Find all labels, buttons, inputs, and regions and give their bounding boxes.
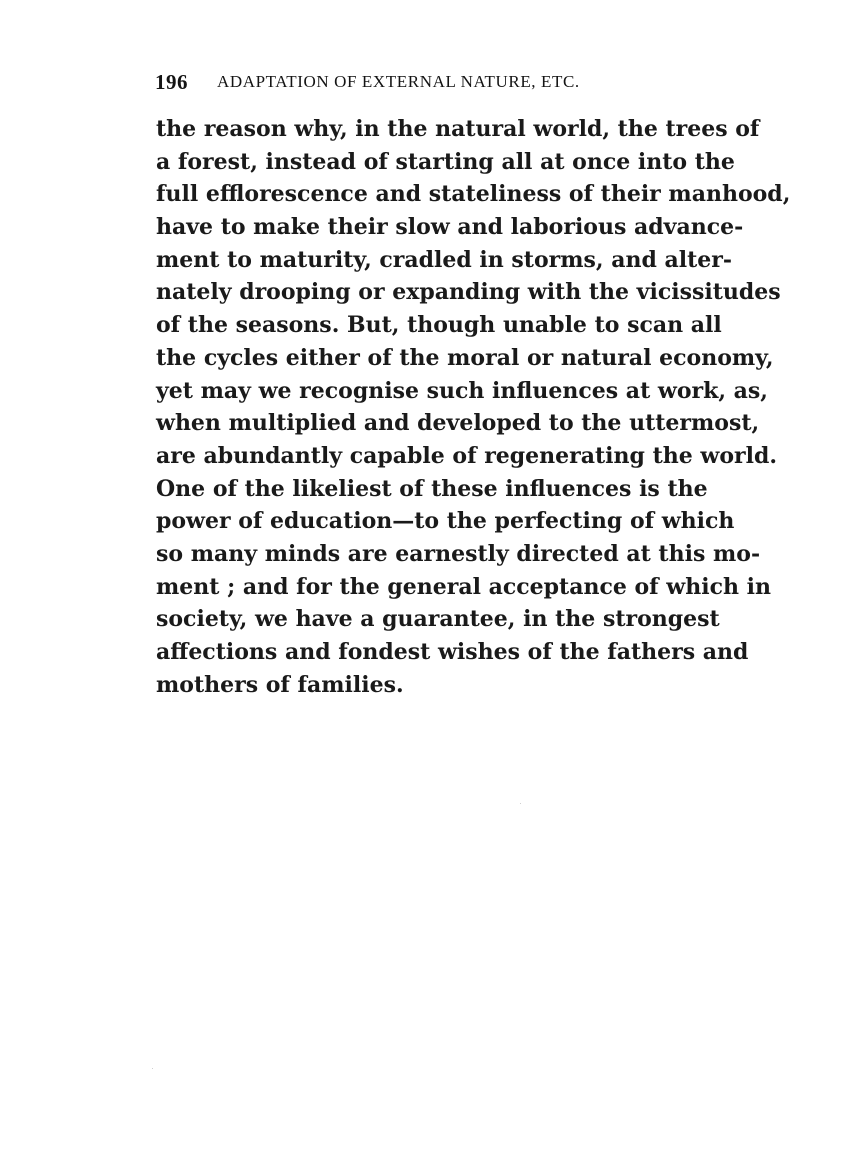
text-line: yet may we recognise such influences at work, as, [156, 377, 768, 404]
text-line: full efflorescence and stateliness of their manhood, [156, 181, 791, 208]
text-line: nately drooping or expanding with the vicissitudes [156, 279, 781, 306]
text-line: have to make their slow and laborious advance- [156, 214, 744, 241]
text-line: society, we have a guarantee, in the strongest [156, 606, 720, 633]
text-line: are abundantly capable of regenerating the world. [156, 442, 777, 469]
text-line: ment ; and for the general acceptance of which in [156, 573, 771, 600]
text-line: when multiplied and developed to the uttermost, [156, 410, 760, 437]
text-line: One of the likeliest of these influences is the [156, 475, 708, 502]
text-line: power of education—to the perfecting of which [156, 508, 735, 535]
running-title: ADAPTATION OF EXTERNAL NATURE, ETC. [217, 72, 580, 91]
text-line: a forest, instead of starting all at once into the [156, 148, 735, 175]
paper-speck [520, 803, 521, 804]
text-line: so many minds are earnestly directed at this mo- [156, 540, 761, 567]
text-line: affections and fondest wishes of the fathers and [156, 639, 749, 665]
text-line: the reason why, in the natural world, the trees of [156, 116, 760, 142]
page-number: 196 [155, 70, 188, 94]
paper-speck [152, 1068, 153, 1069]
body-paragraph [156, 113, 791, 701]
text-line-last: mothers of families. [156, 671, 404, 698]
text-line: of the seasons. But, though unable to scan all [156, 312, 722, 339]
text-line: the cycles either of the moral or natural economy, [156, 344, 774, 371]
running-head [155, 70, 700, 100]
text-line: ment to maturity, cradled in storms, and alter- [156, 246, 732, 273]
